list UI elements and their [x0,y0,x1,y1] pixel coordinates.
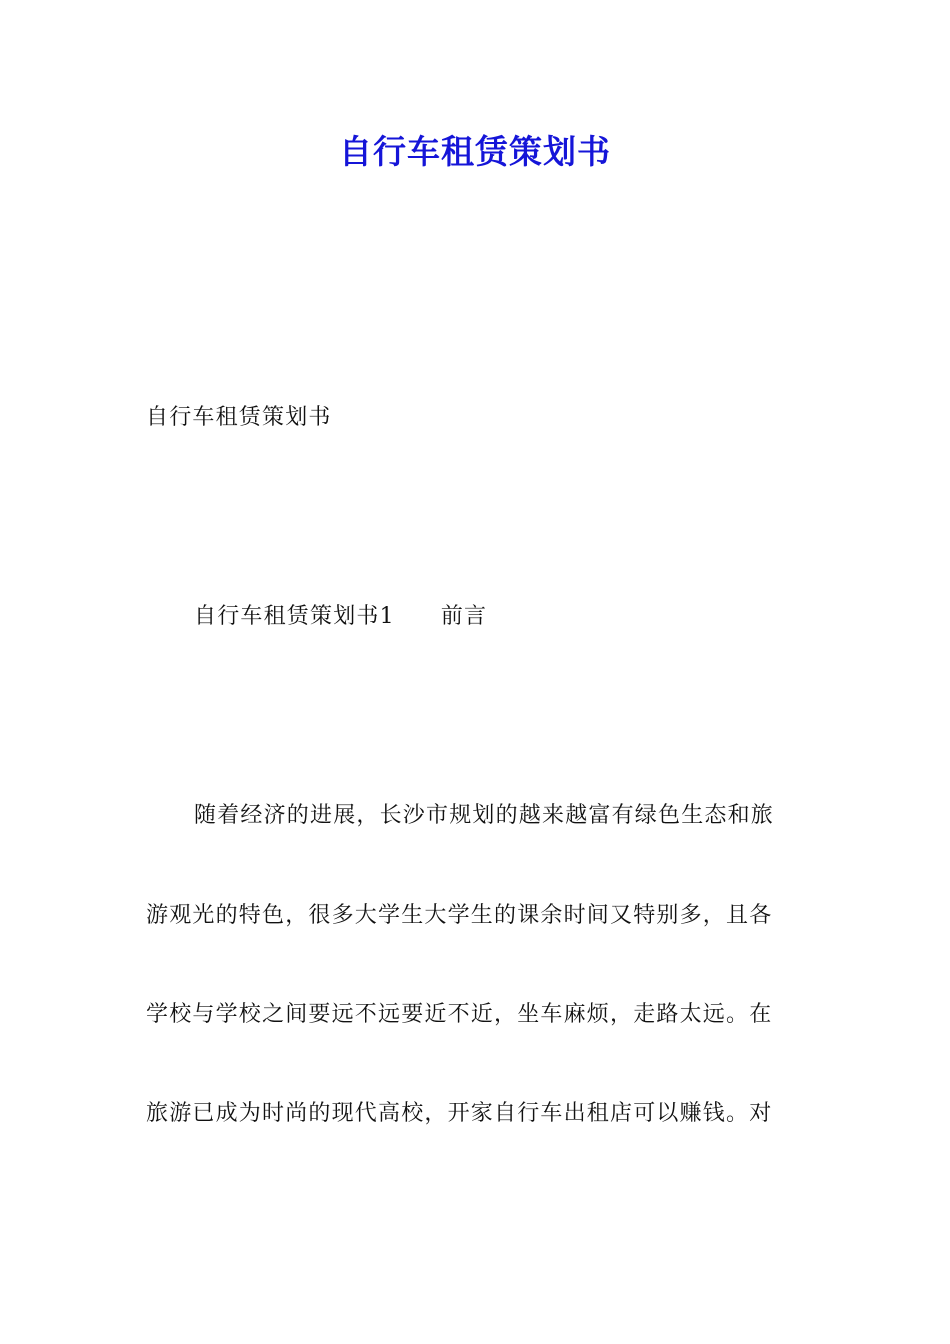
section-heading: 自行车租赁策划书1 [194,604,395,629]
document-subtitle: 自行车租赁策划书 [146,405,332,430]
section-heading-row [194,601,864,633]
document-title: 自行车租赁策划书 [339,132,611,171]
section-label: 前言 [440,604,488,629]
paragraph-line: 旅游已成为时尚的现代高校，开家自行车出租店可以赚钱。对 [146,1101,773,1126]
paragraph-line: 学校与学校之间要远不远要近不近，坐车麻烦，走路太远。在 [146,1002,773,1027]
paragraph-line: 随着经济的进展，长沙市规划的越来越富有绿色生态和旅 [194,803,775,828]
paragraph-line: 游观光的特色，很多大学生大学生的课余时间又特别多，且各 [146,903,773,928]
